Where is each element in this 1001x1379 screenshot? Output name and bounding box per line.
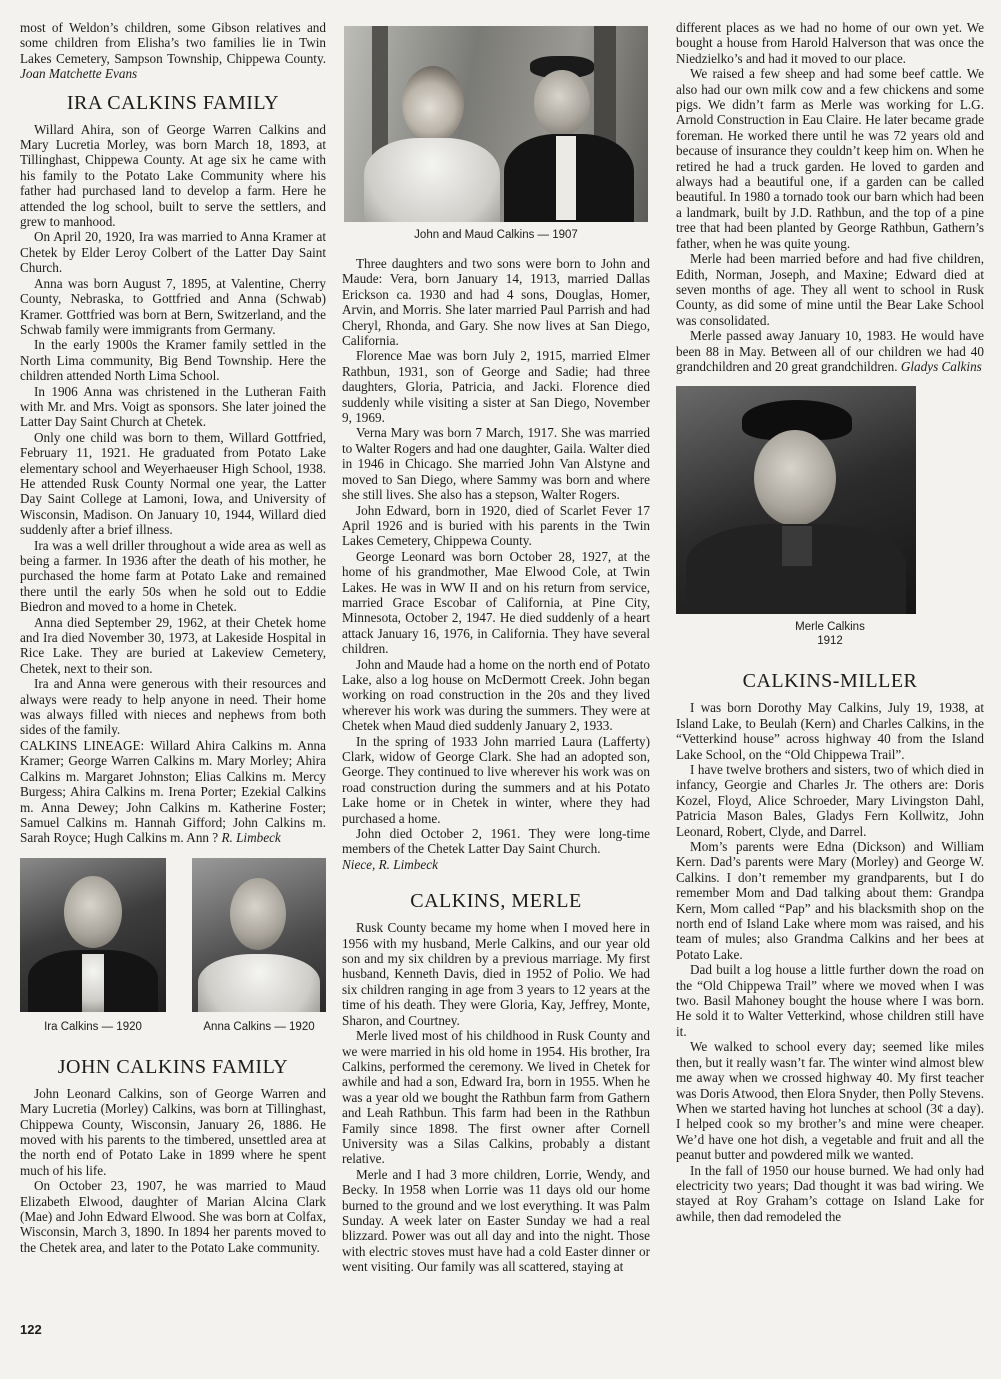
anna-portrait (192, 858, 326, 1034)
john-calkins-heading: JOHN CALKINS FAMILY (57, 1055, 289, 1078)
john-maud-photo-caption: John and Maud Calkins — 1907 (414, 229, 578, 241)
john-paragraph: John Leonard Calkins, son of George Warren and Mary Lucretia (Morley) Calkins, was born at Tillinghast, Chippewa County, Wisconsin, January 26, 1886. He moved with his parents to the timbered, unsettled area at the north end of Potato Lake in 1899 where he spent much of his life. (20, 1085, 326, 1178)
john-family-paragraph: Verna Mary was born 7 March, 1917. She was married to Walter Rogers and had one daughter, Gaila. Walter died in 1946 in Chicago. She married John Van Alstyne and moved to San Diego, where Sammy was born and where she still lives. She also has a stepson, Walter Rogers. (342, 425, 650, 503)
ira-paragraph: Ira was a well driller throughout a wide area as well as being a farmer. In 1936 after the death of his mother, he purchased the home farm at Potato Lake and remained there until the early 50s when he sold out to Eddie Biedron and moved to a home in Chetek. (20, 537, 326, 615)
ira-paragraph: Ira and Anna were generous with their resources and always were ready to help anyone in need. Their home was always filled with nieces and nephews from both sides of the family. (20, 676, 326, 738)
ira-portrait (20, 858, 166, 1034)
john-paragraph: On October 23, 1907, he was married to Maud Elizabeth Elwood, daughter of Marian Alcina Clark (Mae) and John Edward Elwood. She was born at Colfax, Wisconsin, March 3, 1890. In 1894 her parents moved to the Chetek area, and later to the Potato Lake community. (20, 1178, 326, 1255)
ira-photo (20, 858, 166, 1012)
merle-photo (676, 386, 916, 614)
john-family-paragraph: In the spring of 1933 John married Laura (Lafferty) Clark, widow of George Clark. She had an adopted son, George. They continued to live wherever his work was on road construction during the summers and at his Potato Lake home or in Chetek in winter, where they had purchased a home. (342, 733, 650, 826)
intro-paragraph: most of Weldon’s children, some Gibson relatives and some children from Elisha’s two families lie in Twin Lakes Cemetery, Sampson Township, Chippewa County. Joan Matchette Evans (20, 20, 326, 82)
miller-paragraph: Mom’s parents were Edna (Dickson) and William Kern. Dad’s parents were Mary (Morley) and George W. Calkins. I don’t remember my grandparents, but I do remember Mom and Dad talking about them: Grandpa Kern, Mom called “Pap” and his blacksmith shop on the north end of Island Lake where mom was raised, and his team of mules; also Grandma Calkins and her bees at Potato Lake. (676, 839, 984, 962)
ira-paragraph: Willard Ahira, son of George Warren Calkins and Mary Lucretia Morley, was born March 18, 1893, at Tillinghast, Chippewa County. At age six he came with his family to the Potato Lake Community where his father had purchased land to develop a farm. Here he attended the log school, built to serve the settlers, and grew to manhood. (20, 121, 326, 230)
column-3 (676, 20, 984, 1224)
merle-continued-paragraph: Merle passed away January 10, 1983. He would have been 88 in May. Between all of our children we had 40 grandchildren and 20 great grandchildren. Gladys Calkins (676, 328, 984, 374)
anna-photo-caption: Anna Calkins — 1920 (203, 1020, 315, 1033)
lineage-paragraph: CALKINS LINEAGE: Willard Ahira Calkins m. Anna Kramer; George Warren Calkins m. Mary Morley; Ahira Calkins m. Margaret Johnston; Elias Calkins m. Mercy Burgess; Ahira Calkins m. Irena Porter; Ezekial Calkins m. Anna Dewey; John Calkins m. Katherine Foster; Samuel Calkins m. Hannah Gifford; John Calkins m. Sarah Royce; Hugh Calkins m. Ann ? R. Limbeck (20, 737, 326, 846)
ira-paragraph: Anna was born August 7, 1895, at Valentine, Cherry County, Nebraska, to Gottfried and Anna (Schwab) Kramer. Gottfried was born at Bern, Switzerland, and the Schwab family were immigrants from Germany. (20, 275, 326, 337)
john-family-paragraph: John Edward, born in 1920, died of Scarlet Fever 17 April 1926 and is buried with his parents in the Twin Lakes Cemetery, Chippewa County. (342, 502, 650, 549)
merle-paragraph: Merle lived most of his childhood in Rusk County and we were married in his old home in 1954. His brother, Ira Calkins, performed the ceremony. We lived in Chetek for awhile and had a son, Edward Ira, born in 1955. When he was a year old we bought the Rathbun farm from Gathern and Leah Rathbun. This farm had been in the Rathbun Family since 1898. The first owner after Cornell University was a Silas Calkins, probably a distant relative. (342, 1028, 650, 1167)
merle-continued-paragraph: Merle had been married before and had five children, Edith, Norman, Joseph, and Maxine; Edward died at seven months of age. They all went to school in Rusk County, as did some of mine until the Bear Lake School was consolidated. (676, 251, 984, 328)
ira-paragraph: Only one child was born to them, Willard Gottfried, February 11, 1921. He graduated from Potato Lake elementary school and Weyerhaeuser High School, 1938. He attended Rusk County Normal one year, the Latter Day Saint College at Lamoni, Iowa, and University of Wisconsin, Madison. On January 10, 1944, Willard died suddenly after a brief illness. (20, 429, 326, 538)
intro-author: Joan Matchette Evans (20, 66, 138, 82)
page-number: 122 (20, 1322, 42, 1337)
john-family-paragraph: John died October 2, 1961. They were long-time members of the Chetek Latter Day Saint Church. (342, 826, 650, 857)
merle-paragraph: Rusk County became my home when I moved here in 1956 with my husband, Merle Calkins, and our year old son and my six children by a previous marriage. My first husband, Kenneth Davis, died in 1952 of Polio. We had six children ranging in age from 3 years to 12 years at the time of his death. They were Gloria, Kay, Jeffrey, Monte, Sharon, and Courtney. (342, 920, 650, 1028)
lineage-author: R. Limbeck (221, 830, 281, 846)
ira-calkins-heading: IRA CALKINS FAMILY (66, 91, 280, 114)
anna-photo (192, 858, 326, 1012)
john-family-paragraph: Florence Mae was born July 2, 1915, married Elmer Rathbun, 1931, son of George and Sadie; had three daughters, Gloria, Patricia, and Jacki. Florence died suddenly while visiting a sister at San Diego, November 9, 1969. (342, 348, 650, 426)
calkins-miller-heading: CALKINS-MILLER (742, 670, 918, 693)
ira-photo-caption: Ira Calkins — 1920 (44, 1020, 142, 1033)
merle-photo-caption (676, 620, 984, 648)
ira-paragraph: Anna died September 29, 1962, at their Chetek home and Ira died November 30, 1973, at Lakeside Hospital in Rice Lake. They are buried at Lakeview Cemetery, Chetek, next to their son. (20, 614, 326, 676)
john-family-paragraph: Three daughters and two sons were born to John and Maude: Vera, born January 14, 1913, married Dallas Erickson ca. 1930 and had 4 sons, Douglas, Homer, Arvin, and Morris. She later married Paul Parrish and had Cheryl, Rhonda, and Gary. She now lives at San Diego, California. (342, 256, 650, 349)
miller-paragraph: In the fall of 1950 our house burned. We had only had electricity two years; Dad thought it was bad wiring. We stayed at Roy Graham’s cottage on Island Lake for awhile, then dad remodeled the (676, 1162, 984, 1224)
miller-paragraph: I was born Dorothy May Calkins, July 19, 1938, at Island Lake, to Beulah (Kern) and Charles Calkins, in the “Vetterkind house” across highway 40 from the Island Lake School, on the “Old Chippewa Trail”. (676, 700, 984, 762)
ira-paragraph: In 1906 Anna was christened in the Lutheran Faith with Mr. and Mrs. Voigt as sponsors. She later joined the Latter Day Saint Church at Chetek. (20, 383, 326, 430)
ira-paragraph: In the early 1900s the Kramer family settled in the North Lima community, Big Bend Township. Here the children attended North Lima School. (20, 337, 326, 384)
calkins-merle-heading: CALKINS, MERLE (410, 890, 582, 913)
merle-continued-paragraph: different places as we had no home of our own yet. We bought a house from Harold Halverson that was once the Niedzielko’s and had it moved to our place. (676, 20, 984, 66)
john-family-paragraph: John and Maude had a home on the north end of Potato Lake, also a log house on McDermott Creek. John began working on road construction in the 20s and they lived wherever his work was during the summers. They were at Chetek when Maud died suddenly January 2, 1933. (342, 656, 650, 734)
merle-photo-caption-name: Merle Calkins (795, 621, 865, 634)
john-maud-photo (344, 26, 648, 222)
john-family-paragraph: George Leonard was born October 28, 1927, at the home of his grandmother, Mae Elwood Cole, at Twin Lakes. He was in WW II and on his return from service, married Grace Escobar of California, at Pine City, Minnesota, October 2, 1947. He died suddenly of a heart attack January 16, 1976, in California. They have several children. (342, 548, 650, 657)
column-1 (20, 20, 326, 1255)
merle-continued-paragraph: We raised a few sheep and had some beef cattle. We also had our own milk cow and a few chickens and some pigs. We didn’t farm as Merle was working for L.G. Arnold Construction in Eau Claire. He later became grade foreman. He worked there until he was 72 years old and because of insurance they couldn’t keep him on. When he retired he had a truck garden. He loved to garden and always had a beautiful one, if a garden can be called beautiful. In 1980 a tornado took our barn which had been a landmark, built by J.D. Rathbun, and the top of a pine tree that had been planted by George Rathbun, Gathern’s father, when he was quite young. (676, 66, 984, 251)
miller-paragraph: We walked to school every day; seemed like miles then, but it really wasn’t far. The winter wind almost blew me away when we crossed highway 40. My first teacher was Doris Atwood, then Elora Snyder, then Polly Stevens. When we started having hot lunches at school (3¢ a day). I helped cook so my brother’s and mine were cheaper. We’d have one hot dish, a vegetable and fruit and all the peanut butter and powdered milk we wanted. (676, 1039, 984, 1163)
john-family-author: Niece, R. Limbeck (342, 856, 438, 872)
merle-paragraph: Merle and I had 3 more children, Lorrie, Wendy, and Becky. In 1958 when Lorrie was 11 days old our home burned to the ground and we lost everything. It was Palm Sunday. A week later on Easter Sunday we had a real blizzard. Power was out all day and into the night. Those with electric stoves must have had a cold Easter dinner or went visiting. Our family was all scattered, staying at (342, 1166, 650, 1275)
portrait-row (20, 858, 326, 1034)
ira-paragraph: On April 20, 1920, Ira was married to Anna Kramer at Chetek by Elder Leroy Colbert of the Latter Day Saint Church. (20, 229, 326, 276)
miller-paragraph: I have twelve brothers and sisters, two of which died in infancy, Georgie and Charles Jr. The others are: Doris Kozel, Floyd, Alice Schroeder, Mary Livingston Dahl, Patricia Mason Bales, Gladys Fern Kollwitz, John Leonard, Robert, Clyde, and Darrel. (676, 761, 984, 839)
column-2 (342, 20, 650, 1275)
merle-author: Gladys Calkins (900, 358, 982, 374)
miller-paragraph: Dad built a log house a little further down the road on the “Old Chippewa Trail” where we moved when I was two. Basil Mahoney bought the house where I was born. He sold it to Walter Vetterkind, whose children still have it. (676, 962, 984, 1039)
merle-photo-caption-year: 1912 (817, 635, 843, 648)
